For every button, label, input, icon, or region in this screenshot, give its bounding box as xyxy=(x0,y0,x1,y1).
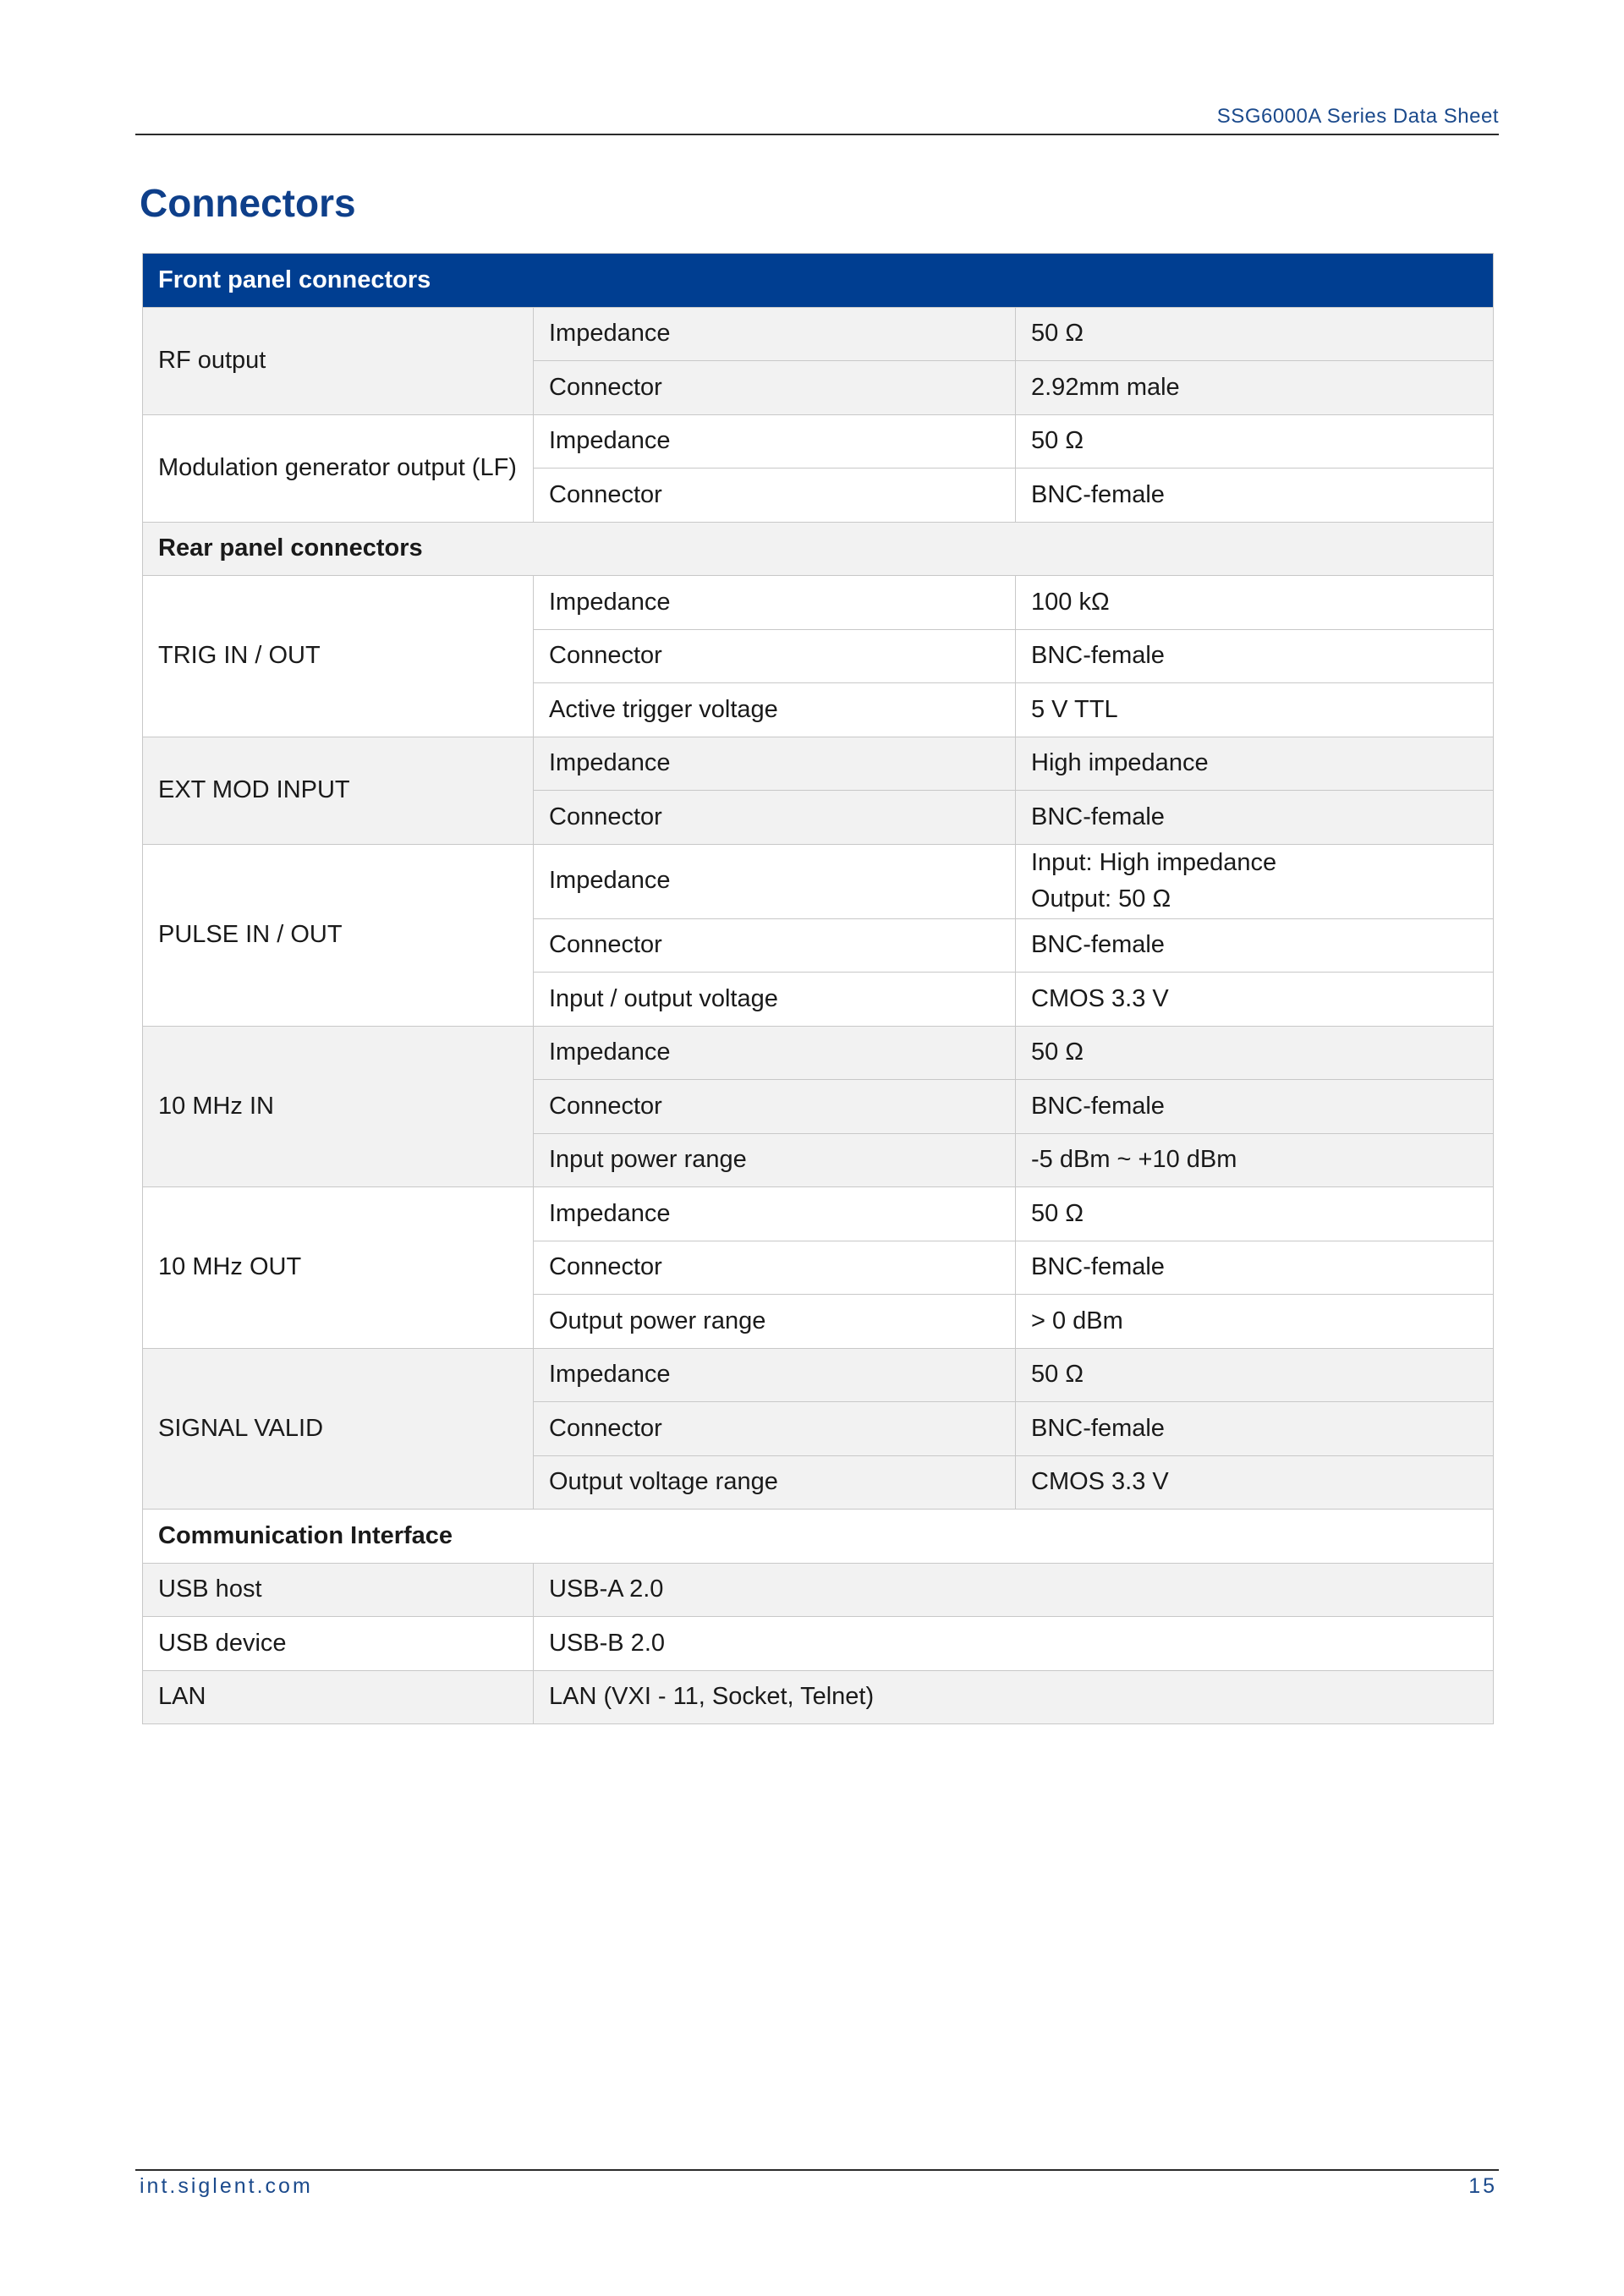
table-row xyxy=(143,414,1494,469)
param-cell: Impedance xyxy=(534,576,1016,630)
param-cell: Connector xyxy=(534,791,1016,845)
param-cell: Connector xyxy=(534,918,1016,973)
value-cell: BNC-female xyxy=(1016,1241,1494,1295)
value-cell: 5 V TTL xyxy=(1016,683,1494,737)
value-cell: > 0 dBm xyxy=(1016,1295,1494,1349)
interface-value: LAN (VXI - 11, Socket, Telnet) xyxy=(534,1670,1494,1724)
value-cell: 2.92mm male xyxy=(1016,361,1494,415)
value-cell: 50 Ω xyxy=(1016,307,1494,361)
connectors-table xyxy=(142,253,1494,1724)
value-cell: High impedance xyxy=(1016,737,1494,791)
table-row xyxy=(143,1563,1494,1617)
param-cell: Impedance xyxy=(534,737,1016,791)
communication-heading: Communication Interface xyxy=(143,1510,1494,1564)
section-title: Connectors xyxy=(140,181,356,225)
param-cell: Active trigger voltage xyxy=(534,683,1016,737)
interface-value: USB-B 2.0 xyxy=(534,1617,1494,1671)
param-cell: Connector xyxy=(534,361,1016,415)
param-cell: Impedance xyxy=(534,414,1016,469)
value-cell: BNC-female xyxy=(1016,629,1494,683)
page-number: 15 xyxy=(1468,2174,1497,2198)
param-cell: Impedance xyxy=(534,307,1016,361)
front-panel-header-row xyxy=(143,254,1494,308)
interface-value: USB-A 2.0 xyxy=(534,1563,1494,1617)
document-header-title: SSG6000A Series Data Sheet xyxy=(1216,105,1499,128)
table-row xyxy=(143,576,1494,630)
param-cell: Connector xyxy=(534,629,1016,683)
table-row xyxy=(143,307,1494,361)
value-cell: BNC-female xyxy=(1016,1402,1494,1456)
connector-name: Modulation generator output (LF) xyxy=(143,414,534,522)
connector-name: PULSE IN / OUT xyxy=(143,844,534,1026)
interface-name: USB device xyxy=(143,1617,534,1671)
connector-name: RF output xyxy=(143,307,534,414)
param-cell: Connector xyxy=(534,1241,1016,1295)
front-panel-heading: Front panel connectors xyxy=(143,254,1494,308)
value-cell: CMOS 3.3 V xyxy=(1016,1455,1494,1510)
value-cell: BNC-female xyxy=(1016,918,1494,973)
table-row xyxy=(143,1670,1494,1724)
param-cell: Impedance xyxy=(534,844,1016,918)
connector-name: EXT MOD INPUT xyxy=(143,737,534,844)
connector-name: SIGNAL VALID xyxy=(143,1348,534,1510)
param-cell: Connector xyxy=(534,469,1016,523)
communication-header-row xyxy=(143,1510,1494,1564)
value-cell: BNC-female xyxy=(1016,1080,1494,1134)
param-cell: Connector xyxy=(534,1080,1016,1134)
header-divider xyxy=(135,134,1499,135)
table-row xyxy=(143,844,1494,918)
footer-divider xyxy=(135,2169,1499,2171)
value-cell: 50 Ω xyxy=(1016,414,1494,469)
interface-name: LAN xyxy=(143,1670,534,1724)
param-cell: Impedance xyxy=(534,1348,1016,1402)
value-line: Output: 50 Ω xyxy=(1031,885,1171,912)
value-cell: -5 dBm ~ +10 dBm xyxy=(1016,1133,1494,1187)
value-line: Input: High impedance xyxy=(1031,848,1277,876)
connector-name: TRIG IN / OUT xyxy=(143,576,534,737)
value-cell: 50 Ω xyxy=(1016,1348,1494,1402)
rear-panel-heading: Rear panel connectors xyxy=(143,522,1494,576)
value-cell: 50 Ω xyxy=(1016,1187,1494,1241)
value-cell: CMOS 3.3 V xyxy=(1016,973,1494,1027)
param-cell: Input / output voltage xyxy=(534,973,1016,1027)
param-cell: Impedance xyxy=(534,1026,1016,1080)
param-cell: Output voltage range xyxy=(534,1455,1016,1510)
connector-name: 10 MHz IN xyxy=(143,1026,534,1187)
rear-panel-header-row xyxy=(143,522,1494,576)
footer-website: int.siglent.com xyxy=(140,2174,313,2198)
param-cell: Impedance xyxy=(534,1187,1016,1241)
value-cell: 50 Ω xyxy=(1016,1026,1494,1080)
table-row xyxy=(143,737,1494,791)
param-cell: Connector xyxy=(534,1402,1016,1456)
param-cell: Output power range xyxy=(534,1295,1016,1349)
table-row xyxy=(143,1187,1494,1241)
value-cell xyxy=(1016,844,1494,918)
value-cell: 100 kΩ xyxy=(1016,576,1494,630)
table-row xyxy=(143,1026,1494,1080)
connector-name: 10 MHz OUT xyxy=(143,1187,534,1349)
interface-name: USB host xyxy=(143,1563,534,1617)
param-cell: Input power range xyxy=(534,1133,1016,1187)
table-row xyxy=(143,1348,1494,1402)
table-row xyxy=(143,1617,1494,1671)
value-cell: BNC-female xyxy=(1016,791,1494,845)
value-cell: BNC-female xyxy=(1016,469,1494,523)
